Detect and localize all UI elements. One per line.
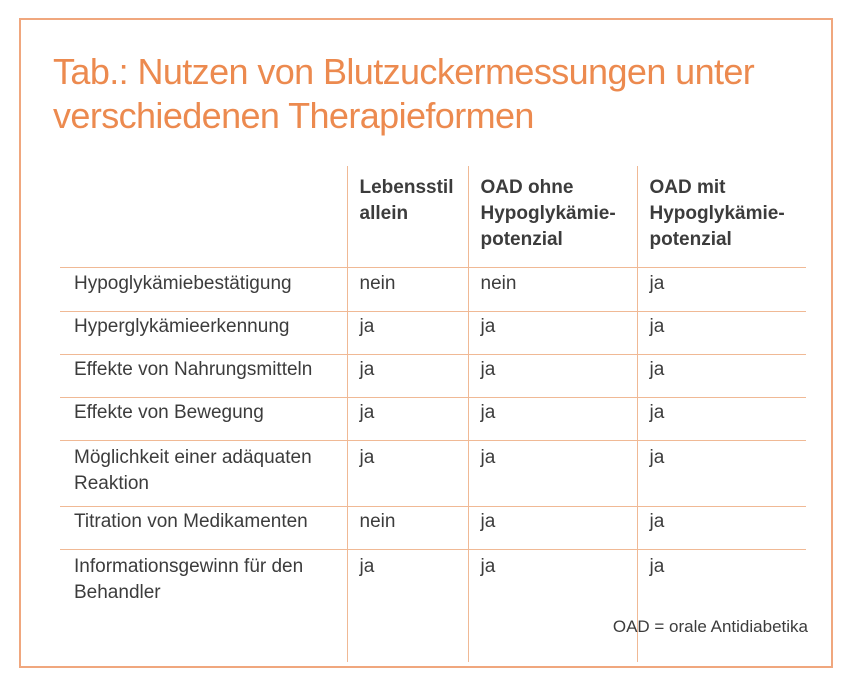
table-cell: ja (468, 398, 637, 441)
table-cell: nein (468, 268, 637, 312)
table-cell: ja (468, 312, 637, 355)
table-cell: ja (347, 550, 468, 663)
row-label-line: Informationsgewinn für den (74, 556, 304, 577)
comparison-table (60, 166, 806, 662)
table-cell: ja (347, 441, 468, 507)
table-row (60, 441, 806, 507)
row-label-line: Hyperglykämieerkennung (74, 316, 290, 337)
table-cell: ja (347, 355, 468, 398)
table-cell: ja (468, 550, 637, 663)
column-header-oad-mit (637, 166, 806, 268)
table-cell: ja (468, 355, 637, 398)
table-cell: ja (637, 398, 806, 441)
title-line-2: verschiedenen Therapieformen (53, 95, 534, 136)
header-line: Hypoglykämie- (480, 203, 616, 224)
table-row (60, 398, 806, 441)
header-line: OAD ohne (480, 177, 574, 198)
table-cell: ja (347, 312, 468, 355)
row-label-line: Reaktion (74, 473, 149, 494)
row-label-line: Behandler (74, 582, 161, 603)
column-header-oad-ohne (468, 166, 637, 268)
header-line: potenzial (480, 229, 563, 250)
footnote: OAD = orale Antidiabetika (612, 617, 808, 636)
table-row (60, 312, 806, 355)
table-cell: nein (347, 507, 468, 550)
row-label (60, 398, 347, 441)
table-cell: ja (637, 550, 806, 663)
header-line: Hypoglykämie- (649, 203, 785, 224)
column-header-lebensstil (347, 166, 468, 268)
table-title (53, 50, 813, 138)
header-line: OAD mit (649, 177, 726, 198)
title-line-1: Tab.: Nutzen von Blutzuckermessungen unter (53, 51, 755, 92)
table-row (60, 507, 806, 550)
header-cell-empty (60, 166, 347, 268)
table-cell: ja (468, 441, 637, 507)
table-cell: nein (347, 268, 468, 312)
table-cell: ja (637, 312, 806, 355)
row-label-line: Möglichkeit einer adäquaten (74, 447, 312, 468)
table-cell: ja (637, 355, 806, 398)
table-cell: ja (637, 507, 806, 550)
header-line: allein (359, 203, 409, 224)
header-line: Lebensstil (359, 177, 454, 198)
table-row (60, 268, 806, 312)
table-row (60, 550, 806, 663)
row-label-line: Titration von Medikamenten (74, 511, 308, 532)
table-cell: ja (468, 507, 637, 550)
row-label (60, 355, 347, 398)
row-label (60, 507, 347, 550)
row-label (60, 268, 347, 312)
table-cell: ja (637, 441, 806, 507)
row-label (60, 441, 347, 507)
row-label (60, 312, 347, 355)
row-label-line: Effekte von Nahrungsmitteln (74, 359, 313, 380)
row-label (60, 550, 347, 663)
header-row (60, 166, 806, 268)
table-row (60, 355, 806, 398)
row-label-line: Effekte von Bewegung (74, 402, 264, 423)
header-line: potenzial (649, 229, 732, 250)
table-cell: ja (637, 268, 806, 312)
row-label-line: Hypoglykämiebestätigung (74, 273, 292, 294)
table-cell: ja (347, 398, 468, 441)
